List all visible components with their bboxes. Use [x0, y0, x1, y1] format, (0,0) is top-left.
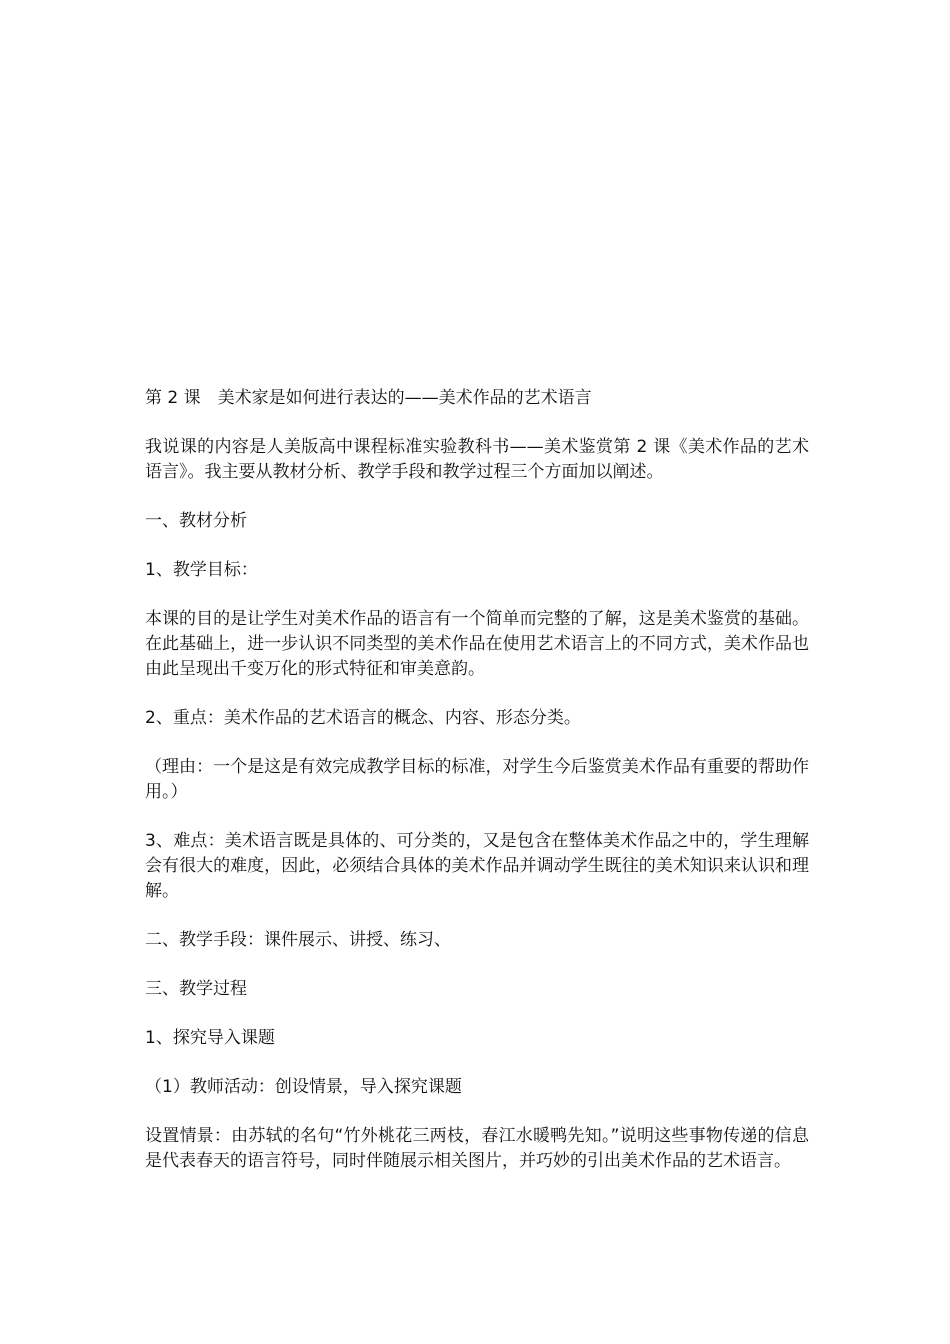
- reason-paragraph: （理由：一个是这是有效完成教学目标的标准，对学生今后鉴赏美术作品有重要的帮助作用。）: [145, 757, 809, 802]
- intro-paragraph: 我说课的内容是人美版高中课程标准实验教科书——美术鉴赏第 2 课《美术作品的艺术语言》。我主要从教材分析、教学手段和教学过程三个方面加以阐述。: [145, 437, 809, 482]
- scenario-paragraph: 设置情景：由苏轼的名句“竹外桃花三两枝，春江水暖鸭先知。”说明这些事物传递的信息是代表春天的语言符号，同时伴随展示相关图片，并巧妙的引出美术作品的艺术语言。: [145, 1126, 809, 1171]
- section-heading-teaching-process: 三、教学过程: [145, 979, 247, 999]
- subheading-teaching-goals: 1、教学目标：: [145, 560, 258, 580]
- difficult-points-paragraph: 3、难点：美术语言既是具体的、可分类的，又是包含在整体美术作品之中的，学生理解会有很大的难度，因此，必须结合具体的美术作品并调动学生既往的美术知识来认识和理解。: [145, 831, 809, 901]
- teacher-activity-heading: （1）教师活动：创设情景，导入探究课题: [145, 1077, 462, 1097]
- document-body: [145, 386, 809, 1198]
- goals-paragraph: 本课的目的是让学生对美术作品的语言有一个简单而完整的了解，这是美术鉴赏的基础。在此基础上，进一步认识不同类型的美术作品在使用艺术语言上的不同方式，美术作品也由此呈现出千变万化的形式特征和审美意韵。: [145, 609, 809, 679]
- lesson-title: 第 2 课 美术家是如何进行表达的——美术作品的艺术语言: [145, 388, 592, 408]
- key-points-paragraph: 2、重点：美术作品的艺术语言的概念、内容、形态分类。: [145, 708, 581, 728]
- subheading-inquiry-intro: 1、探究导入课题: [145, 1028, 275, 1048]
- section-heading-textbook-analysis: 一、教材分析: [145, 511, 247, 531]
- section-heading-teaching-methods: 二、教学手段：课件展示、讲授、练习、: [145, 930, 451, 950]
